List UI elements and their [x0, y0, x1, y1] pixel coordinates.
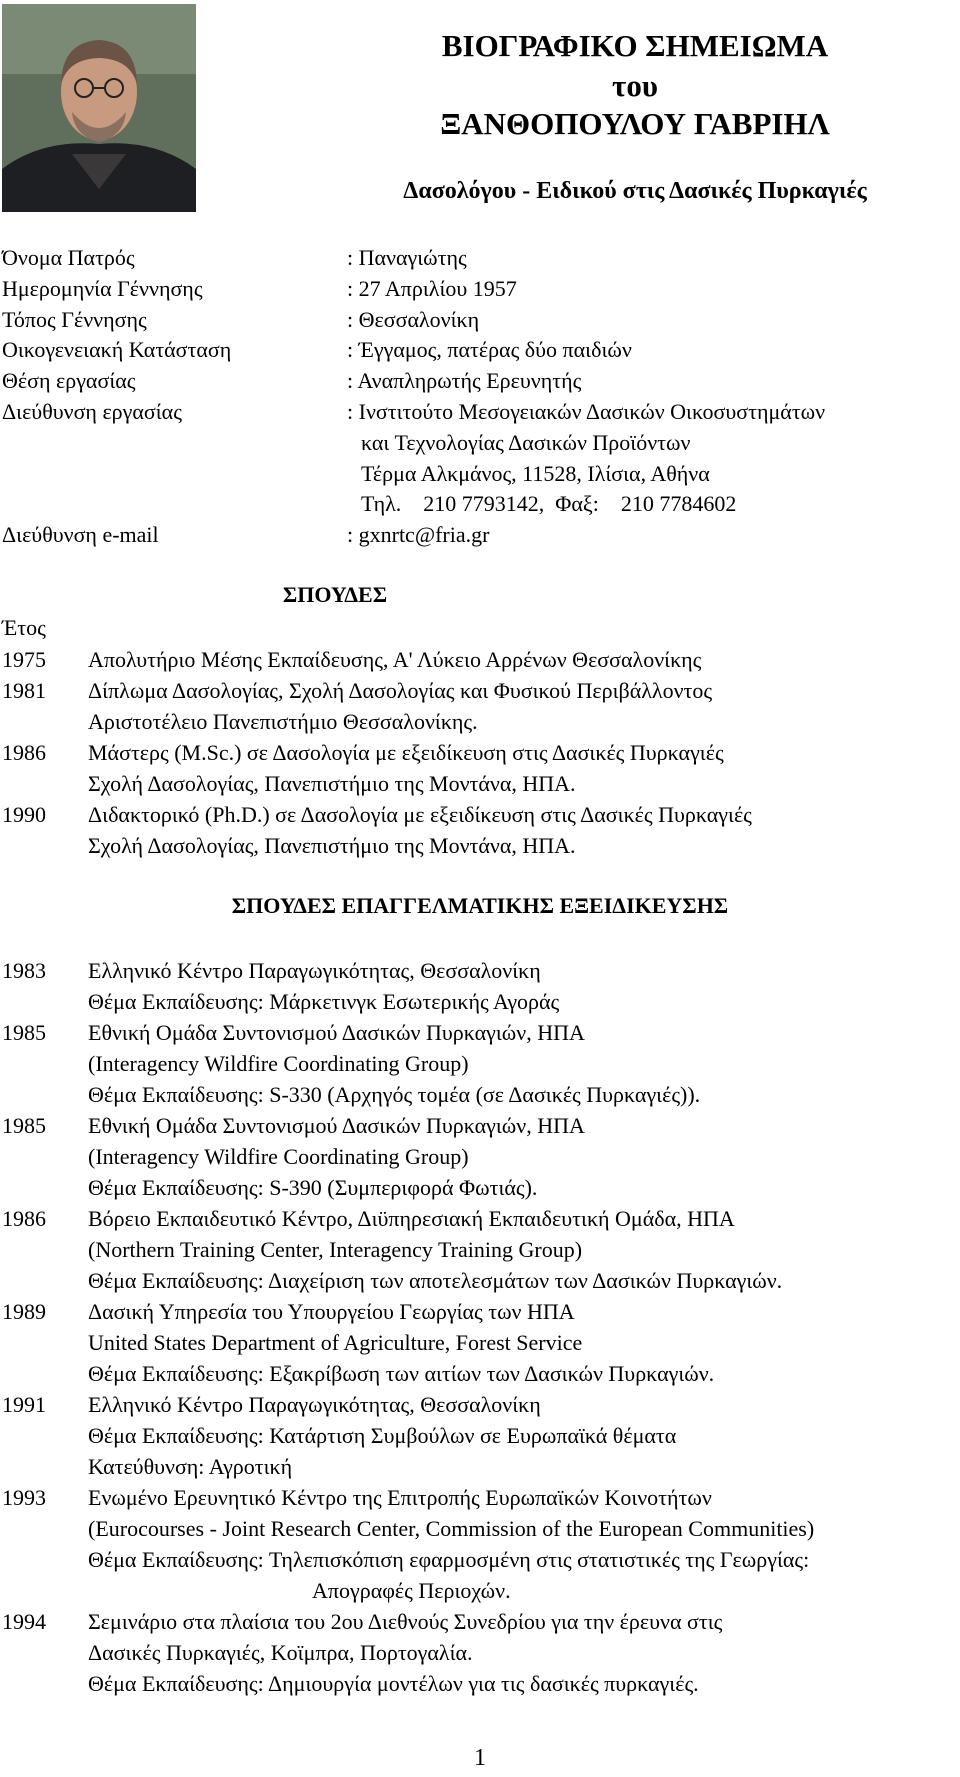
entry-line: Σχολή Δασολογίας, Πανεπιστήμιο της Μοντάνα, ΗΠΑ. — [88, 771, 576, 796]
entry-line: Ελληνικό Κέντρο Παραγωγικότητας, Θεσσαλονίκη — [88, 1392, 541, 1417]
entry-line: Κατεύθυνση: Αγροτική — [88, 1454, 293, 1479]
info-value: : 27 Απριλίου 1957 — [347, 275, 517, 301]
info-row — [2, 305, 952, 336]
entry-year: 1993 — [2, 1485, 46, 1510]
entry-year: 1985 — [2, 1113, 46, 1138]
entry-year: 1986 — [2, 1206, 46, 1231]
entry-line: Βόρειο Εκπαιδευτικό Κέντρο, Διϋπηρεσιακή Εκπαιδευτική Ομάδα, ΗΠΑ — [88, 1206, 735, 1231]
person-name: ΞΑΝΘΟΠΟΥΛΟΥ ΓΑΒΡΙΗΛ — [440, 106, 830, 141]
entry-line: (Interagency Wildfire Coordinating Group) — [88, 1144, 469, 1169]
list-item — [2, 1482, 952, 1606]
info-row — [2, 243, 952, 274]
entry-line: Θέμα Εκπαίδευσης: S-330 (Αρχηγός τομέα (σε Δασικές Πυρκαγιές)). — [88, 1082, 701, 1107]
year-column-label: Έτος — [2, 615, 46, 640]
entry-line: Θέμα Εκπαίδευσης: Διαχείριση των αποτελεσμάτων των Δασικών Πυρκαγιών. — [88, 1268, 783, 1293]
entry-line: Θέμα Εκπαίδευσης: Εξακρίβωση των αιτίων των Δασικών Πυρκαγιών. — [88, 1361, 715, 1386]
list-item — [2, 1606, 952, 1699]
list-item — [2, 675, 952, 737]
entry-line: Σχολή Δασολογίας, Πανεπιστήμιο της Μοντάνα, ΗΠΑ. — [88, 833, 576, 858]
entry-year: 1983 — [2, 958, 46, 983]
entry-line: United States Department of Agriculture, Forest Service — [88, 1330, 583, 1355]
info-value: : Αναπληρωτής Ερευνητής — [347, 368, 582, 394]
info-label: Οικογενειακή Κατάσταση — [2, 337, 232, 363]
entry-line: (Northern Training Center, Interagency Training Group) — [88, 1237, 583, 1262]
list-item — [2, 955, 952, 1017]
list-item — [2, 1296, 952, 1389]
list-item — [2, 737, 952, 799]
studies-heading: ΣΠΟΥΔΕΣ — [282, 582, 388, 607]
list-item — [2, 1017, 952, 1110]
info-row — [2, 335, 952, 366]
entry-line: (Interagency Wildfire Coordinating Group) — [88, 1051, 469, 1076]
entry-line: Σεμινάριο στα πλαίσια του 2ου Διεθνούς Συνεδρίου για την έρευνα στις — [88, 1609, 723, 1634]
entry-year: 1989 — [2, 1299, 46, 1324]
phone-fax-line: Τηλ. 210 7793142, Φαξ: 210 7784602 — [361, 491, 737, 517]
list-item — [2, 1389, 952, 1482]
entry-line: (Eurocourses - Joint Research Center, Commission of the European Communities) — [88, 1516, 815, 1541]
address-line: και Τεχνολογίας Δασικών Προϊόντων — [361, 429, 691, 455]
info-label: Τόπος Γέννησης — [2, 306, 147, 332]
professional-list — [2, 955, 952, 1699]
info-row-email — [2, 520, 952, 551]
info-row — [2, 274, 952, 305]
studies-list — [2, 644, 952, 861]
entry-line: Διδακτορικό (Ph.D.) σε Δασολογία με εξειδίκευση στις Δασικές Πυρκαγιές — [88, 802, 752, 827]
info-label: Όνομα Πατρός — [2, 245, 135, 270]
list-item — [2, 1110, 952, 1203]
entry-line: Εθνική Ομάδα Συντονισμού Δασικών Πυρκαγιών, ΗΠΑ — [88, 1020, 585, 1045]
entry-line: Μάστερς (M.Sc.) σε Δασολογία με εξειδίκευση στις Δασικές Πυρκαγιές — [88, 740, 724, 765]
page-number: 1 — [474, 1745, 486, 1771]
entry-line: Δασικές Πυρκαγιές, Κοϊμπρα, Πορτογαλία. — [88, 1640, 473, 1665]
list-item — [2, 644, 952, 675]
info-label: Ημερομηνία Γέννησης — [2, 275, 203, 301]
entry-year: 1991 — [2, 1392, 46, 1417]
profession-subtitle: Δασολόγου - Ειδικού στις Δασικές Πυρκαγιές — [403, 178, 867, 204]
entry-line: Δίπλωμα Δασολογίας, Σχολή Δασολογίας και Φυσικού Περιβάλλοντος — [88, 678, 713, 703]
entry-line: Θέμα Εκπαίδευσης: Τηλεπισκόπιση εφαρμοσμένη στις στατιστικές της Γεωργίας: — [88, 1547, 810, 1572]
entry-line: Θέμα Εκπαίδευσης: Κατάρτιση Συμβούλων σε Ευρωπαϊκά θέματα — [88, 1423, 677, 1448]
entry-year: 1975 — [2, 647, 46, 672]
list-item — [2, 799, 952, 861]
document-title: ΒΙΟΓΡΑΦΙΚΟ ΣΗΜΕΙΩΜΑ — [441, 28, 829, 63]
entry-line: Θέμα Εκπαίδευσης: S-390 (Συμπεριφορά Φωτιάς). — [88, 1175, 538, 1200]
info-value: : Έγγαμος, πατέρας δύο παιδιών — [347, 337, 632, 363]
entry-line: Ελληνικό Κέντρο Παραγωγικότητας, Θεσσαλονίκη — [88, 958, 541, 983]
list-item — [2, 1203, 952, 1296]
entry-line: Ενωμένο Ερευνητικό Κέντρο της Επιτροπής Ευρωπαϊκών Κοινοτήτων — [88, 1485, 712, 1510]
entry-year: 1985 — [2, 1020, 46, 1045]
entry-line: Θέμα Εκπαίδευσης: Δημιουργία μοντέλων για τις δασικές πυρκαγιές. — [88, 1671, 699, 1696]
entry-line: Δασική Υπηρεσία του Υπουργείου Γεωργίας των ΗΠΑ — [88, 1299, 575, 1324]
entry-line: Αριστοτέλειο Πανεπιστήμιο Θεσσαλονίκης. — [88, 709, 478, 734]
entry-line: Απογραφές Περιοχών. — [312, 1578, 511, 1603]
email-value: : gxnrtc@fria.gr — [347, 522, 490, 548]
professional-studies-heading: ΣΠΟΥΔΕΣ ΕΠΑΓΓΕΛΜΑΤΙΚΗΣ ΕΞΕΙΔΙΚΕΥΣΗΣ — [231, 893, 729, 918]
entry-year: 1981 — [2, 678, 46, 703]
info-label: Θέση εργασίας — [2, 368, 136, 394]
info-value: : Παναγιώτης — [347, 245, 467, 270]
entry-line: Εθνική Ομάδα Συντονισμού Δασικών Πυρκαγιών, ΗΠΑ — [88, 1113, 585, 1138]
entry-year: 1994 — [2, 1609, 46, 1634]
info-row — [2, 397, 952, 428]
entry-line: Απολυτήριο Μέσης Εκπαίδευσης, Α' Λύκειο Αρρένων Θεσσαλονίκης — [88, 647, 702, 672]
info-label: Διεύθυνση εργασίας — [2, 398, 182, 424]
info-value: : Ινστιτούτο Μεσογειακών Δασικών Οικοσυστημάτων — [347, 398, 826, 424]
info-value: : Θεσσαλονίκη — [347, 306, 480, 332]
info-row — [2, 366, 952, 397]
entry-year: 1986 — [2, 740, 46, 765]
address-line: Τέρμα Αλκμάνος, 11528, Ιλίσια, Αθήνα — [361, 460, 710, 486]
entry-line: Θέμα Εκπαίδευσης: Μάρκετινγκ Εσωτερικής Αγοράς — [88, 989, 560, 1014]
entry-year: 1990 — [2, 802, 46, 827]
personal-info — [2, 243, 952, 551]
info-label: Διεύθυνση e-mail — [2, 522, 159, 548]
document-title-of: του — [612, 68, 658, 103]
